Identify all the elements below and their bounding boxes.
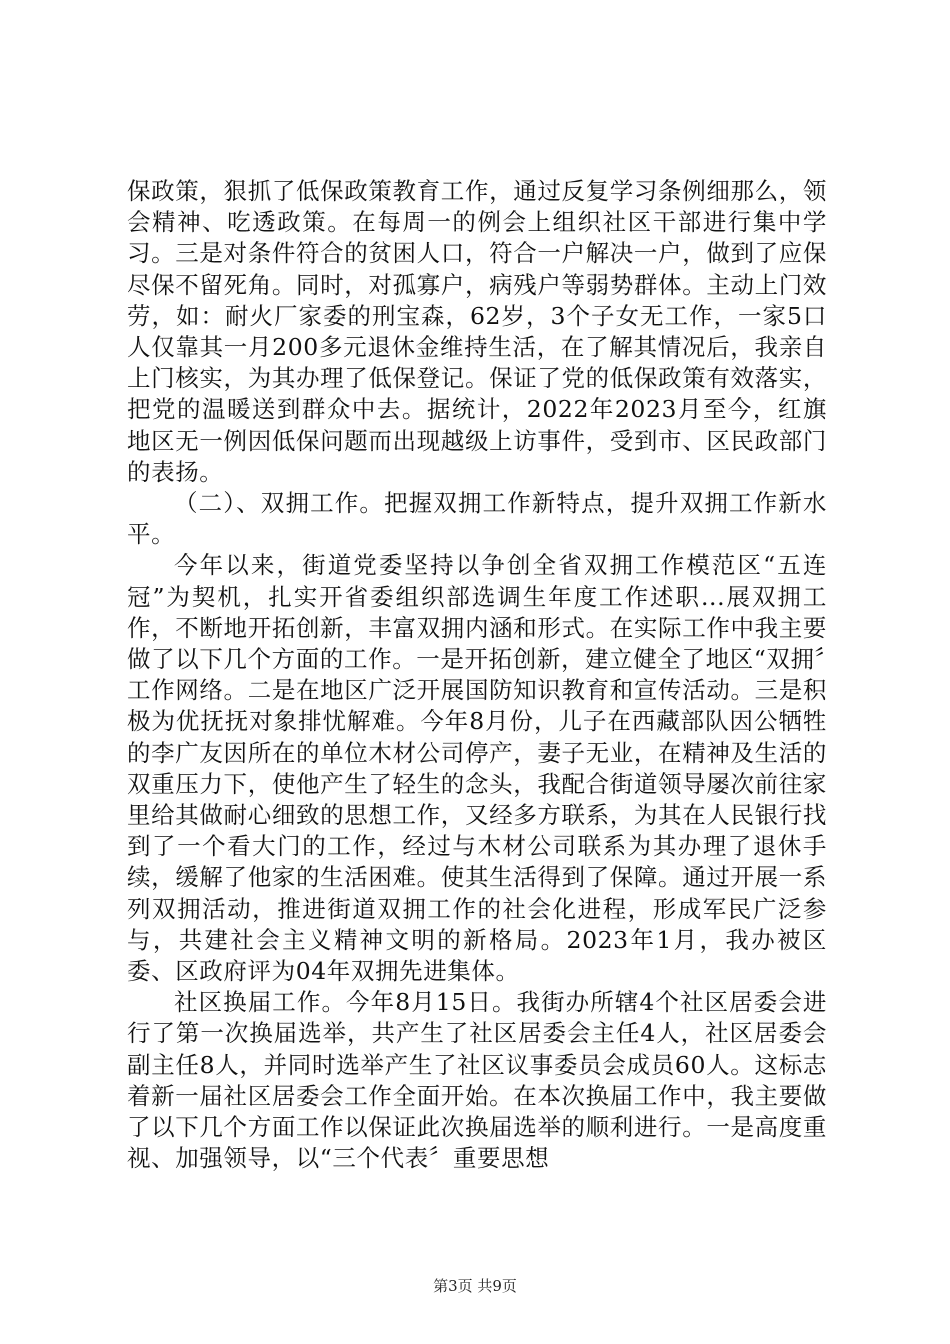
paragraph-community-election: 社区换届工作。今年8月15日。我街办所辖4个社区居委会进行了第一次换届选举，共产生了社区居委会主任4人，社区居委会副主任8人，并同时选举产生了社区议事委员会成员60人。这标志着新一届社区居委会工作全面开始。在本次换届工作中，我主要做了以下几个方面工作以保证此次换届选举的顺利进行。一是高度重视、加强领导，以“三个代表〞重要思想 bbox=[127, 988, 827, 1173]
paragraph-section-heading-shuangyong: （二）、双拥工作。把握双拥工作新特点，提升双拥工作新水平。 bbox=[127, 489, 827, 549]
page-number-footer: 第3页 共9页 bbox=[433, 1277, 517, 1295]
paragraph-shuangyong-work: 今年以来，街道党委坚持以争创全省双拥工作模范区“五连冠”为契机，扎实开省委组织部选调生年度工作述职...展双拥工作，不断地开拓创新，丰富双拥内涵和形式。在实际工作中我主要做了以下几个方面的工作。一是开拓创新，建立健全了地区“双拥〞工作网络。二是在地区广泛开展国防知识教育和宣传活动。三是积极为优抚抚对象排忧解难。今年8月份，儿子在西藏部队因公牺牲的李广友因所在的单位木材公司停产，妻子无业，在精神及生活的双重压力下，使他产生了轻生的念头，我配合街道领导屡次前往家里给其做耐心细致的思想工作，又经多方联系，为其在人民银行找到了一个看大门的工作，经过与木材公司联系为其办理了退休手续，缓解了他家的生活困难。使其生活得到了保障。通过开展一系列双拥活动，推进街道双拥工作的社会化进程，形成军民广泛参与，共建社会主义精神文明的新格局。2023年1月，我办被区委、区政府评为04年双拥先进集体。 bbox=[127, 551, 827, 986]
document-body bbox=[127, 176, 827, 1175]
paragraph-lowincome-continued: 保政策，狠抓了低保政策教育工作，通过反复学习条例细那么，领会精神、吃透政策。在每周一的例会上组织社区干部进行集中学习。三是对条件符合的贫困人口，符合一户解决一户，做到了应保尽保不留死角。同时，对孤寡户，病残户等弱势群体。主动上门效劳，如：耐火厂家委的刑宝森，62岁，3个子女无工作，一家5口人仅靠其一月200多元退休金维持生活，在了解其情况后，我亲自上门核实，为其办理了低保登记。保证了党的低保政策有效落实，把党的温暖送到群众中去。据统计，2022年2023月至今，红旗地区无一例因低保问题而出现越级上访事件，受到市、区民政部门的表扬。 bbox=[127, 177, 827, 486]
